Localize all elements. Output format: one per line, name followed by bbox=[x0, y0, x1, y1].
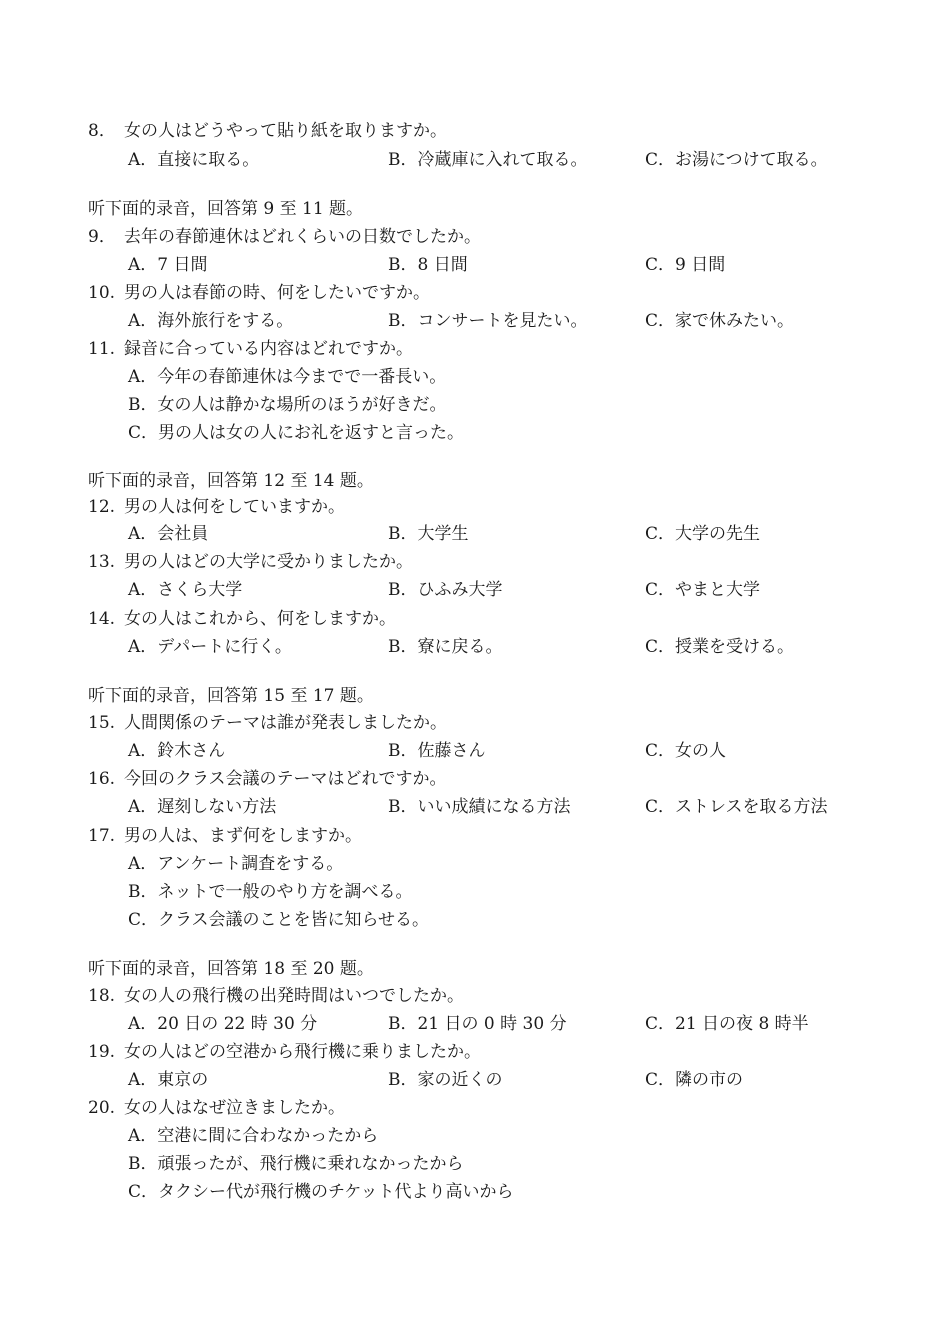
option-c: C．9 日間 bbox=[645, 255, 726, 275]
question-10-options bbox=[0, 307, 950, 335]
option-c: C．タクシー代が飛行機のチケット代より高いから bbox=[128, 1182, 514, 1202]
question-16 bbox=[0, 765, 950, 793]
question-number: 19. bbox=[88, 1042, 116, 1062]
option-c: C．家で休みたい。 bbox=[645, 311, 795, 331]
question-9-options bbox=[0, 251, 950, 279]
section-instruction: 听下面的录音，回答第 12 至 14 题。 bbox=[88, 471, 374, 491]
question-19-options bbox=[0, 1066, 950, 1094]
question-11-option-b bbox=[0, 391, 950, 419]
question-text: 女の人はどの空港から飛行機に乗りましたか。 bbox=[124, 1042, 481, 1062]
question-8 bbox=[0, 117, 950, 145]
option-a: A．東京の bbox=[128, 1070, 209, 1090]
option-b: B．冷蔵庫に入れて取る。 bbox=[388, 150, 588, 170]
section-header bbox=[0, 682, 950, 710]
question-number: 16. bbox=[88, 769, 116, 789]
question-20-option-c bbox=[0, 1178, 950, 1206]
option-a: A．空港に間に合わなかったから bbox=[128, 1126, 379, 1146]
section-instruction: 听下面的录音，回答第 15 至 17 题。 bbox=[88, 686, 374, 706]
question-12-options bbox=[0, 520, 950, 548]
question-text: 去年の春節連休はどれくらいの日数でしたか。 bbox=[124, 227, 481, 247]
option-a: A．デパートに行く。 bbox=[128, 637, 292, 657]
question-12 bbox=[0, 493, 950, 521]
question-18 bbox=[0, 982, 950, 1010]
option-b: B．ひふみ大学 bbox=[388, 580, 503, 600]
option-c: C．女の人 bbox=[645, 741, 727, 761]
section-header bbox=[0, 467, 950, 495]
option-c: C．男の人は女の人にお礼を返すと言った。 bbox=[128, 423, 465, 443]
question-11-option-a bbox=[0, 363, 950, 391]
option-b: B．大学生 bbox=[388, 524, 469, 544]
question-text: 男の人は、まず何をしますか。 bbox=[124, 826, 362, 846]
option-b: B．コンサートを見たい。 bbox=[388, 311, 588, 331]
option-a: A．アンケート調査をする。 bbox=[128, 854, 344, 874]
option-a: A．今年の春節連休は今までで一番長い。 bbox=[128, 367, 447, 387]
question-text: 人間関係のテーマは誰が発表しましたか。 bbox=[124, 713, 447, 733]
question-14-options bbox=[0, 633, 950, 661]
question-11 bbox=[0, 335, 950, 363]
question-20-option-b bbox=[0, 1150, 950, 1178]
option-c: C．クラス会議のことを皆に知らせる。 bbox=[128, 910, 429, 930]
option-c: C．21 日の夜 8 時半 bbox=[645, 1014, 809, 1034]
question-number: 15. bbox=[88, 713, 116, 733]
question-number: 13. bbox=[88, 552, 116, 572]
question-17-option-b bbox=[0, 878, 950, 906]
option-b: B．21 日の 0 時 30 分 bbox=[388, 1014, 567, 1034]
question-text: 女の人はどうやって貼り紙を取りますか。 bbox=[124, 121, 447, 141]
question-20-option-a bbox=[0, 1122, 950, 1150]
section-header bbox=[0, 195, 950, 223]
option-c: C．やまと大学 bbox=[645, 580, 761, 600]
question-13 bbox=[0, 548, 950, 576]
question-text: 録音に合っている内容はどれですか。 bbox=[124, 339, 413, 359]
option-b: B．8 日間 bbox=[388, 255, 468, 275]
option-c: C．授業を受ける。 bbox=[645, 637, 795, 657]
question-9 bbox=[0, 223, 950, 251]
option-c: C．隣の市の bbox=[645, 1070, 744, 1090]
question-number: 12. bbox=[88, 497, 116, 517]
option-b: B．いい成績になる方法 bbox=[388, 797, 571, 817]
option-a: A．20 日の 22 時 30 分 bbox=[128, 1014, 318, 1034]
option-a: A．遅刻しない方法 bbox=[128, 797, 277, 817]
option-a: A．会社員 bbox=[128, 524, 209, 544]
question-18-options bbox=[0, 1010, 950, 1038]
option-b: B．女の人は静かな場所のほうが好きだ。 bbox=[128, 395, 447, 415]
question-15 bbox=[0, 709, 950, 737]
question-17 bbox=[0, 822, 950, 850]
option-c: C．ストレスを取る方法 bbox=[645, 797, 828, 817]
question-number: 18. bbox=[88, 986, 116, 1006]
question-number: 9． bbox=[88, 227, 116, 247]
question-8-options bbox=[0, 146, 950, 174]
section-header bbox=[0, 955, 950, 983]
question-number: 11. bbox=[88, 339, 116, 359]
option-b: B．佐藤さん bbox=[388, 741, 486, 761]
option-b: B．寮に戻る。 bbox=[388, 637, 503, 657]
question-text: 男の人は何をしていますか。 bbox=[124, 497, 345, 517]
section-instruction: 听下面的录音，回答第 18 至 20 题。 bbox=[88, 959, 374, 979]
option-b: B．家の近くの bbox=[388, 1070, 503, 1090]
question-text: 男の人はどの大学に受かりましたか。 bbox=[124, 552, 413, 572]
option-a: A．7 日間 bbox=[128, 255, 208, 275]
option-a: A．さくら大学 bbox=[128, 580, 243, 600]
question-17-option-c bbox=[0, 906, 950, 934]
option-a: A．鈴木さん bbox=[128, 741, 226, 761]
option-b: B．ネットで一般のやり方を調べる。 bbox=[128, 882, 413, 902]
question-15-options bbox=[0, 737, 950, 765]
question-20 bbox=[0, 1094, 950, 1122]
question-text: 女の人はなぜ泣きましたか。 bbox=[124, 1098, 345, 1118]
question-11-option-c bbox=[0, 419, 950, 447]
option-c: C．お湯につけて取る。 bbox=[645, 150, 828, 170]
question-16-options bbox=[0, 793, 950, 821]
question-19 bbox=[0, 1038, 950, 1066]
question-14 bbox=[0, 605, 950, 633]
question-number: 14. bbox=[88, 609, 116, 629]
option-c: C．大学の先生 bbox=[645, 524, 761, 544]
question-number: 17. bbox=[88, 826, 116, 846]
option-a: A．直接に取る。 bbox=[128, 150, 260, 170]
question-17-option-a bbox=[0, 850, 950, 878]
question-number: 10. bbox=[88, 283, 116, 303]
question-text: 女の人はこれから、何をしますか。 bbox=[124, 609, 396, 629]
question-number: 8． bbox=[88, 121, 116, 141]
question-text: 男の人は春節の時、何をしたいですか。 bbox=[124, 283, 430, 303]
question-number: 20. bbox=[88, 1098, 116, 1118]
option-b: B．頑張ったが、飛行機に乗れなかったから bbox=[128, 1154, 464, 1174]
question-10 bbox=[0, 279, 950, 307]
question-13-options bbox=[0, 576, 950, 604]
section-instruction: 听下面的录音，回答第 9 至 11 题。 bbox=[88, 199, 364, 219]
question-text: 女の人の飛行機の出発時間はいつでしたか。 bbox=[124, 986, 464, 1006]
option-a: A．海外旅行をする。 bbox=[128, 311, 294, 331]
question-text: 今回のクラス会議のテーマはどれですか。 bbox=[124, 769, 447, 789]
